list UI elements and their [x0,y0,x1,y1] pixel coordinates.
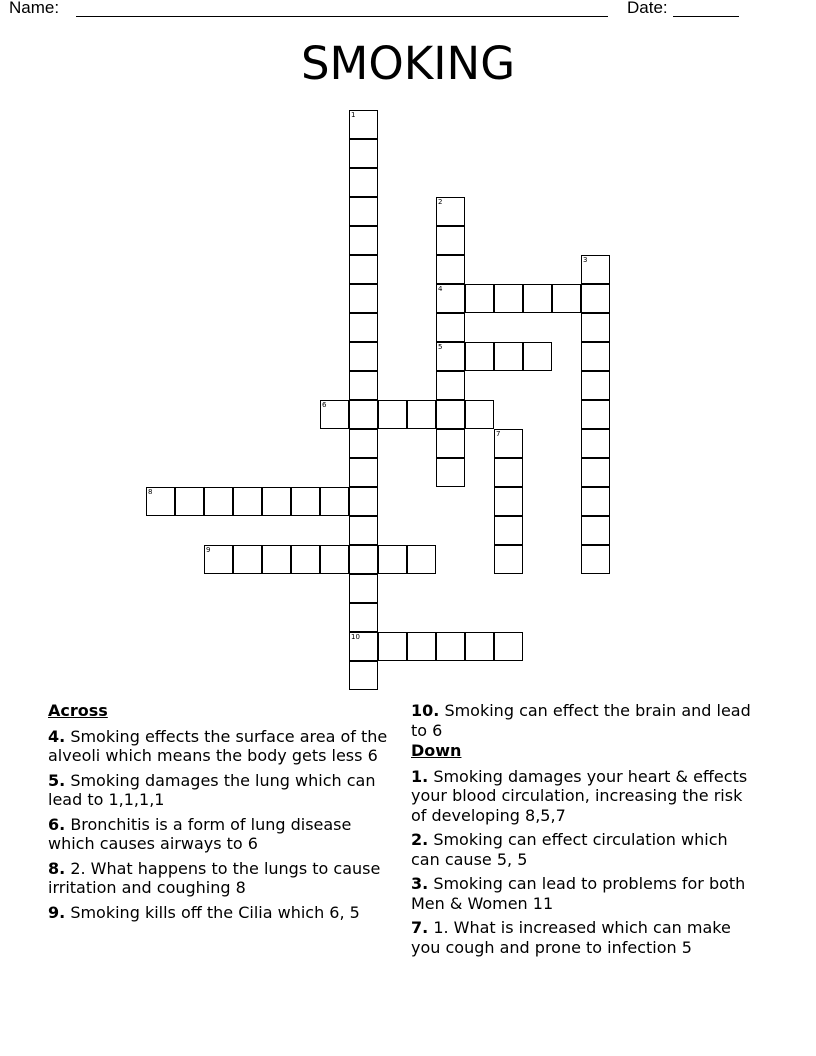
clue-number-label: 1 [351,111,356,119]
grid-cell[interactable] [378,632,407,661]
clue-number: 5. [48,770,66,790]
clue-number-label: 8 [148,488,153,496]
grid-cell[interactable] [349,168,378,197]
grid-cell[interactable] [465,632,494,661]
clue-number-label: 4 [438,285,443,293]
grid-cell[interactable] [349,632,378,661]
clue-number-label: 5 [438,343,443,351]
clue-text: Smoking damages your heart & effects your blood circulation, increasing the risk of developing 8,5,7 [411,766,748,825]
grid-cell[interactable] [204,487,233,516]
grid-cell[interactable] [262,487,291,516]
grid-cell[interactable] [494,458,523,487]
grid-cell[interactable] [581,487,610,516]
clue-text: 1. What is increased which can make you cough and prone to infection 5 [411,918,731,957]
grid-cell[interactable] [494,632,523,661]
clue-number-label: 10 [351,633,360,641]
clue-number: 8. [48,858,66,878]
grid-cell[interactable] [262,545,291,574]
clues-left-column [48,701,393,927]
grid-cell[interactable] [291,545,320,574]
grid-cell[interactable] [465,342,494,371]
grid-cell[interactable] [349,400,378,429]
across-heading: Across [48,701,108,720]
grid-cell[interactable] [436,197,465,226]
clue-across-4 [48,727,393,766]
grid-cell[interactable] [349,458,378,487]
clue-number: 2. [411,830,429,849]
grid-cell[interactable] [349,545,378,574]
grid-cell[interactable] [581,342,610,371]
grid-cell[interactable] [581,313,610,342]
clue-number: 4. [48,726,66,746]
grid-cell[interactable] [436,632,465,661]
grid-cell[interactable] [581,429,610,458]
grid-cell[interactable] [291,487,320,516]
grid-cell[interactable] [581,516,610,545]
grid-cell[interactable] [436,313,465,342]
grid-cell[interactable] [581,371,610,400]
clue-across-9 [48,903,393,923]
grid-cell[interactable] [349,255,378,284]
clue-number: 9. [48,902,66,922]
grid-cell[interactable] [407,545,436,574]
clue-number-label: 2 [438,198,443,206]
grid-cell[interactable] [233,545,262,574]
grid-cell[interactable] [349,487,378,516]
clue-down-2 [411,830,756,869]
clue-text: Smoking damages the lung which can lead to 1,1,1,1 [48,770,376,809]
clue-number: 7. [411,918,429,937]
clue-number-label: 7 [496,430,501,438]
clue-number-label: 6 [322,401,327,409]
clue-across-6 [48,815,393,854]
clue-number-label: 3 [583,256,588,264]
grid-cell[interactable] [349,574,378,603]
grid-cell[interactable] [523,284,552,313]
grid-cell[interactable] [436,342,465,371]
grid-cell[interactable] [146,487,175,516]
name-label: Name: [9,0,60,17]
grid-cell[interactable] [465,400,494,429]
clue-number: 10. [411,701,440,720]
grid-cell[interactable] [233,487,262,516]
clue-down-7 [411,918,756,957]
grid-cell[interactable] [494,487,523,516]
grid-cell[interactable] [436,255,465,284]
clue-down-3 [411,874,756,913]
clue-across-8 [48,859,393,898]
clue-text: 2. What happens to the lungs to cause irritation and coughing 8 [48,858,381,897]
page-title: SMOKING [300,37,516,90]
grid-cell[interactable] [349,139,378,168]
clue-number: 6. [48,814,66,834]
clue-number: 1. [411,766,429,786]
grid-cell[interactable] [349,661,378,690]
grid-cell[interactable] [552,284,581,313]
grid-cell[interactable] [465,284,494,313]
grid-cell[interactable] [581,458,610,487]
grid-cell[interactable] [320,487,349,516]
clue-text: Smoking effects the surface area of the alveoli which means the body gets less 6 [48,726,388,765]
clue-text: Smoking can lead to problems for both Men & Women 11 [411,874,746,913]
grid-cell[interactable] [349,226,378,255]
grid-cell[interactable] [436,458,465,487]
grid-cell[interactable] [494,545,523,574]
grid-cell[interactable] [523,342,552,371]
grid-cell[interactable] [349,603,378,632]
grid-cell[interactable] [436,284,465,313]
clue-across-5 [48,771,393,810]
grid-cell[interactable] [175,487,204,516]
clue-text: Smoking can effect the brain and lead to 6 [411,701,751,740]
clue-across-10 [411,701,756,740]
grid-cell[interactable] [494,342,523,371]
grid-cell[interactable] [494,516,523,545]
clue-text: Smoking can effect circulation which can cause 5, 5 [411,830,728,869]
grid-cell[interactable] [581,255,610,284]
grid-cell[interactable] [581,284,610,313]
clue-text: Bronchitis is a form of lung disease which causes airways to 6 [48,814,352,853]
grid-cell[interactable] [204,545,233,574]
grid-cell[interactable] [581,400,610,429]
grid-cell[interactable] [378,545,407,574]
grid-cell[interactable] [436,226,465,255]
grid-cell[interactable] [436,400,465,429]
grid-cell[interactable] [349,371,378,400]
grid-cell[interactable] [320,400,349,429]
grid-cell[interactable] [349,342,378,371]
grid-cell[interactable] [436,429,465,458]
grid-cell[interactable] [494,429,523,458]
grid-cell[interactable] [407,400,436,429]
grid-cell[interactable] [494,284,523,313]
grid-cell[interactable] [378,400,407,429]
grid-cell[interactable] [436,371,465,400]
clue-number: 3. [411,874,429,893]
grid-cell[interactable] [349,429,378,458]
clue-down-1 [411,767,756,826]
grid-cell[interactable] [320,545,349,574]
grid-cell[interactable] [349,197,378,226]
grid-cell[interactable] [349,516,378,545]
clue-text: Smoking kills off the Cilia which 6, 5 [70,902,360,922]
date-label: Date: [627,0,668,17]
grid-cell[interactable] [407,632,436,661]
grid-cell[interactable] [349,284,378,313]
grid-cell[interactable] [349,313,378,342]
down-heading: Down [411,741,462,760]
grid-cell[interactable] [581,545,610,574]
clue-number-label: 9 [206,546,211,554]
clues-right-column [411,701,756,962]
grid-cell[interactable] [349,110,378,139]
